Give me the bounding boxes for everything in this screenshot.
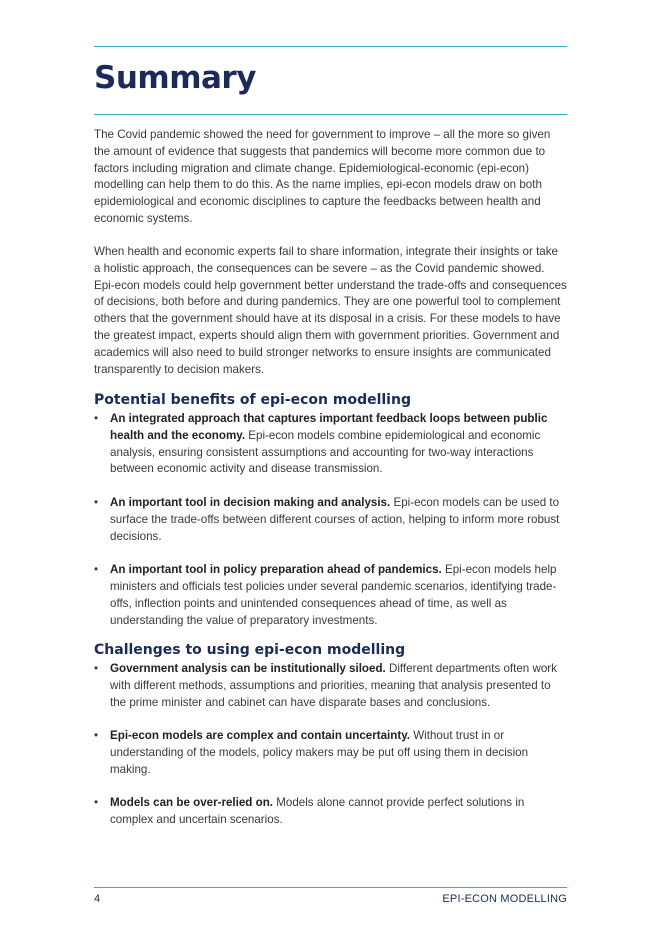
intro-paragraph-2: When health and economic experts fail to share information, integrate their insights or take a holistic approach, the consequences can be severe – as the Covid pandemic showed. Epi-econ models could help government better understand the trade-offs and consequences of decisions, both before and during pandemics. They are one powerful tool to complement others that the government should have at its disposal in a crisis. For these models to have the greatest impact, experts should align them with government priorities. Government and academics will also need to build stronger networks to ensure insights are communicated transparently to decision makers. (94, 245, 567, 376)
benefit-item-3-text: Epi-econ models help ministers and officials test policies under several pandemic scenarios, identifying trade-offs, inflection points and unintended consequences ahead of time, as well as understanding the value of preparatory investments. (110, 563, 557, 627)
challenge-item-2-lead: Epi-econ models are complex and contain uncertainty. (110, 729, 411, 743)
challenges-list (94, 661, 567, 846)
benefits-heading: Potential benefits of epi-econ modelling (94, 392, 411, 408)
challenge-item-3-lead: Models can be over-relied on. (110, 796, 273, 810)
challenge-item-1 (94, 661, 567, 711)
benefits-list (94, 411, 567, 646)
top-rule (94, 46, 567, 47)
benefit-item-2-lead: An important tool in decision making and analysis. (110, 495, 391, 509)
challenge-item-2 (94, 728, 567, 778)
challenge-item-2-text: Without trust in or understanding of the models, policy makers may be put off using them in decision making. (110, 729, 529, 776)
benefit-item-1 (94, 411, 567, 478)
footer-rule (94, 887, 567, 888)
challenge-item-1-lead: Government analysis can be institutionally siloed. (110, 662, 386, 675)
benefit-item-2 (94, 495, 567, 545)
page-number: 4 (94, 893, 101, 905)
benefit-item-1-text: Epi-econ models combine epidemiological and economic analysis, ensuring consistent assumptions and accounting for two-way interactions between economic activity and disease transmission. (110, 428, 541, 476)
page-title: Summary (94, 60, 256, 96)
benefit-item-1-lead: An integrated approach that captures important feedback loops between public health and the economy. (110, 412, 548, 442)
challenge-item-3-text: Models alone cannot provide perfect solutions in complex and uncertain scenarios. (110, 796, 525, 827)
benefit-item-2-text: Epi-econ models can be used to surface the trade-offs between different courses of action, helping to inform more robust decisions. (110, 495, 560, 543)
benefit-item-3 (94, 562, 567, 629)
challenges-heading: Challenges to using epi-econ modelling (94, 642, 406, 658)
intro-paragraph-1: The Covid pandemic showed the need for government to improve – all the more so given the amount of evidence that suggests that pandemics will become more common due to factors including migration and climate change. Epidemiological-economic (epi-econ) modelling can help them to do this. As the name implies, epi-econ models draw on both epidemiological and economic disciplines to capture the feedbacks between health and economic systems. (94, 128, 551, 225)
title-rule (94, 114, 567, 115)
running-title: EPI-ECON MODELLING (442, 893, 567, 905)
challenge-item-3 (94, 795, 567, 829)
challenge-item-1-text: Different departments often work with different methods, assumptions and priorities, meaning that analysis presented to the prime minister and cabinet can have disparate bases and conclusions. (110, 662, 557, 709)
benefit-item-3-lead: An important tool in policy preparation ahead of pandemics. (110, 563, 442, 577)
